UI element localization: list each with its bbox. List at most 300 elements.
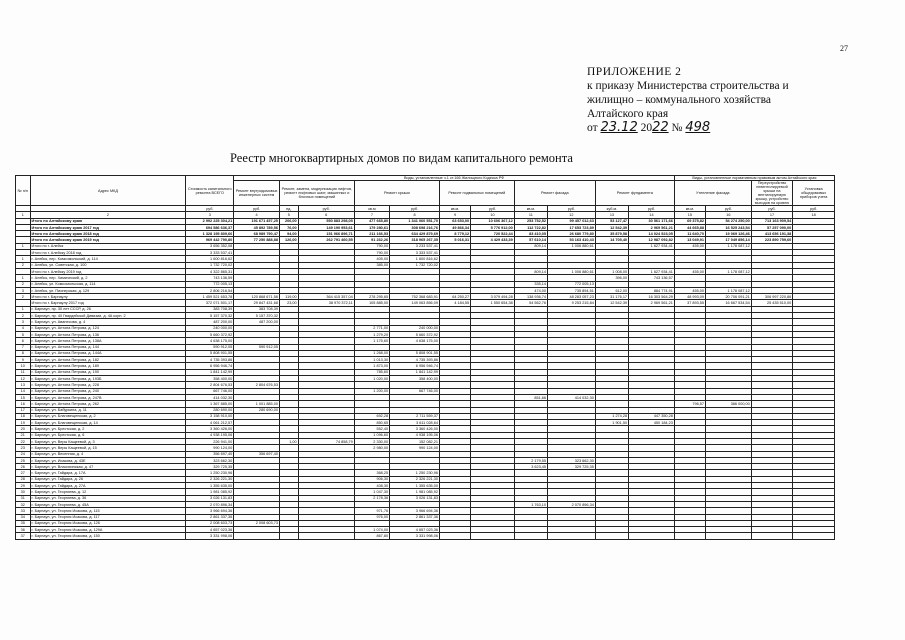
row-value: 372 071 501,17 — [186, 300, 234, 306]
row-value: 278 295,65 — [354, 294, 389, 300]
unit-cell: руб. — [390, 206, 440, 212]
row-address: г. Барнаул, пр. 30 лет СССР, д. 26 — [30, 306, 186, 312]
row-address: г. Барнаул, ул. Брестская, д. 6 — [30, 432, 186, 438]
row-number: 18 — [16, 413, 31, 419]
row-value: 20 706 091,21 — [706, 294, 752, 300]
column-number-cell: 6 — [298, 212, 354, 218]
row-value: 335,14 — [514, 281, 547, 287]
row-value: 5 660 372,92 — [390, 331, 440, 337]
row-value: 976,00 — [354, 514, 389, 520]
row-value: 1 732 720,02 — [186, 262, 234, 268]
row-address: г. Барнаул, ул. Благовещенская, д. 14 — [30, 420, 186, 426]
row-value — [439, 533, 470, 539]
row-value: 2 861 337,36 — [390, 514, 440, 520]
unit-cell: кв.м. — [674, 206, 705, 212]
row-value: 356 697,40 — [234, 451, 280, 457]
row-value: 35 879,58 — [595, 231, 628, 237]
row-value: 1 001 885,00 — [234, 401, 280, 407]
row-value: 1 200,00 — [354, 388, 389, 394]
row-value: 37 893,55 — [674, 300, 705, 306]
row-value: 1 873,00 — [354, 363, 389, 369]
row-address: г. Алейск, ул. Советская, д. 100 — [30, 262, 186, 268]
row-address: г. Барнаул, ул. Веры Кащеевой, д. 3 — [30, 438, 186, 444]
row-value: 318 965 267,35 — [390, 237, 440, 243]
row-number: 9 — [16, 357, 31, 363]
row-value: 94,00 — [279, 231, 298, 237]
row-value: 867,80 — [354, 533, 389, 539]
row-number: 3 — [16, 287, 31, 293]
row-value: 23,00 — [279, 300, 298, 306]
row-value: 2 711 559,37 — [390, 413, 440, 419]
row-address: г. Барнаул, ул. Веры Кащеевой, д. 15 — [30, 445, 186, 451]
row-number: 1 — [16, 275, 31, 281]
row-value: 1 328 195 809,66 — [186, 231, 234, 237]
row-number: 20 — [16, 426, 31, 432]
row-number: 7 — [16, 344, 31, 350]
row-value: 2 008 603,73 — [186, 520, 234, 526]
row-value: 2 969 561,21 — [629, 224, 675, 230]
row-value: 149 190 953,61 — [298, 224, 354, 230]
column-number-cell: 11 — [514, 212, 547, 218]
row-value: 3 360 426,00 — [390, 426, 440, 432]
column-number-cell: 1 — [16, 212, 31, 218]
row-value: 713 163 909,54 — [751, 218, 793, 224]
row-value: 3 360 426,00 — [186, 426, 234, 432]
row-value: 3 331 998,06 — [390, 533, 440, 539]
row-value: 809,14 — [514, 268, 547, 274]
row-number: 30 — [16, 489, 31, 495]
row-address: г. Барнаул, ул. Антона Петрова, д. 136 — [30, 331, 186, 337]
row-value: 356 697,40 — [186, 451, 234, 457]
row-value: 743 136,59 — [186, 275, 234, 281]
row-value: 5 016,31 — [439, 237, 470, 243]
row-value: 2 806 216,54 — [186, 287, 234, 293]
row-value: 990 124,00 — [390, 445, 440, 451]
column-number-cell: 3 — [186, 212, 234, 218]
header-facade: Ремонт фасада — [514, 181, 595, 206]
row-address: Итого по г. Алейску 2018 год — [30, 250, 186, 256]
row-address: г. Барнаул, ул. Антона Петрова, д. 228 — [30, 382, 186, 388]
row-address: г. Барнаул, ул. Гайдара, д. 26 — [30, 476, 186, 482]
unit-cell: куб.м. — [595, 206, 628, 212]
row-value: 694 586 636,37 — [186, 224, 234, 230]
row-value: 414 032,30 — [548, 394, 596, 400]
row-value: 851,66 — [514, 394, 547, 400]
appendix-line-2: к приказу Министерства строительства и — [587, 80, 789, 92]
row-value: 99 457 012,63 — [548, 218, 596, 224]
row-value: 1 268,00 — [354, 350, 389, 356]
row-value — [471, 533, 515, 539]
row-value: 29 847 431,68 — [234, 300, 280, 306]
header-flat-roof: Переустройство невентилируемой крыши на вентилируемую крышу, устройство выходов на кровлю — [751, 181, 793, 206]
header-cost: Стоимость капитального ремонта ВСЕГО — [186, 176, 234, 206]
row-value: 692,28 — [354, 413, 389, 419]
header-no: № п/п — [16, 176, 31, 206]
row-number: 29 — [16, 483, 31, 489]
number-label: № — [671, 122, 683, 134]
row-number: 2 — [16, 262, 31, 268]
row-value: 2 969 561,21 — [629, 300, 675, 306]
row-value: 1 841 142,99 — [390, 369, 440, 375]
row-value: 31 176,17 — [595, 294, 628, 300]
row-value: 4 657 023,36 — [186, 527, 234, 533]
row-value: 38 970 372,11 — [298, 300, 354, 306]
row-value: 1 355 635,00 — [390, 483, 440, 489]
row-value: 790,00 — [354, 250, 389, 256]
row-value: 119,00 — [279, 294, 298, 300]
row-number: 1 — [16, 243, 31, 249]
row-value: 1 250 230,96 — [390, 470, 440, 476]
row-value: 179 280,61 — [354, 224, 389, 230]
row-value: 69 375,82 — [674, 218, 705, 224]
row-value — [279, 533, 298, 539]
row-value: 323 662,30 — [186, 457, 234, 463]
row-value: 3 331 998,06 — [186, 533, 234, 539]
row-address: г. Барнаул, ул. Антона Петрова, д. 138А — [30, 338, 186, 344]
row-address: г. Барнаул, ул. Георгиева, д. 12 — [30, 489, 186, 495]
row-value: 971,76 — [354, 508, 389, 514]
row-number: 33 — [16, 508, 31, 514]
row-value: 1 459 521 653,78 — [186, 294, 234, 300]
row-number: 24 — [16, 451, 31, 457]
row-value: 3 079 494,28 — [471, 294, 515, 300]
row-value: 1 178 087,12 — [706, 268, 752, 274]
row-value: 76,00 — [279, 224, 298, 230]
row-value: 455,00 — [674, 287, 705, 293]
row-value: 1 627 934,41 — [629, 268, 675, 274]
row-address: г. Барнаул, ул. Антона Петрова, д. 144 — [30, 344, 186, 350]
header-basement: Ремонт подвальных помещений — [439, 181, 514, 206]
row-value: 1 355 635,00 — [186, 483, 234, 489]
row-value: 1 096,60 — [354, 432, 389, 438]
unit-cell: руб. — [186, 206, 234, 212]
row-value: 3 611 028,64 — [390, 420, 440, 426]
unit-cell: ед. — [279, 206, 298, 212]
row-value: 487 200,00 — [234, 319, 280, 325]
row-number: 11 — [16, 369, 31, 375]
row-number: 28 — [16, 476, 31, 482]
row-value: 455,00 — [674, 243, 705, 249]
row-address: г. Барнаул, ул. Антона Петрова, д. 189 — [30, 363, 186, 369]
row-number: 21 — [16, 432, 31, 438]
row-value: 14 024 523,05 — [629, 231, 675, 237]
row-value: 5 660 372,92 — [186, 331, 234, 337]
row-number: 37 — [16, 533, 31, 539]
row-value: 16 525 243,54 — [706, 224, 752, 230]
row-value: 884 774,91 — [629, 287, 675, 293]
row-number: 22 — [16, 438, 31, 444]
row-value: 3 656 352,08 — [186, 243, 234, 249]
header-group-extra: Виды, установленные нормативным правовым актом Алтайского края — [674, 176, 834, 181]
row-value: 223 890 759,60 — [751, 237, 793, 243]
row-value: 4 429 433,39 — [471, 237, 515, 243]
row-value: 3 026 131,83 — [186, 495, 234, 501]
row-address: г. Барнаул, ул. Антона Петрова, д. 182 — [30, 357, 186, 363]
row-value: 1 341 060 551,70 — [390, 218, 440, 224]
unit-cell: руб. — [548, 206, 596, 212]
row-value: 5 776 912,00 — [471, 224, 515, 230]
column-number-cell: 7 — [354, 212, 389, 218]
row-address: г. Барнаул, ул. Бабуркина, д. 11 — [30, 407, 186, 413]
row-value: 126,00 — [279, 237, 298, 243]
row-value: 1 981 085,92 — [390, 489, 440, 495]
registry-body — [16, 218, 835, 539]
column-number-cell: 13 — [595, 212, 628, 218]
row-value: 850,65 — [354, 420, 389, 426]
row-value: 1 901,50 — [595, 420, 628, 426]
row-number: 32 — [16, 501, 31, 507]
header-meters: Установка общедомовых приборов учета — [793, 181, 835, 206]
unit-cell: руб. — [793, 206, 835, 212]
unit-cell: руб. — [298, 206, 354, 212]
row-value: 969 442 790,80 — [186, 237, 234, 243]
row-value: 2 861 337,36 — [186, 514, 234, 520]
unit-cell: руб. — [751, 206, 793, 212]
row-value: 77 250 888,88 — [234, 237, 280, 243]
handwritten-number: 498 — [685, 120, 711, 135]
row-value — [629, 533, 675, 539]
row-value: 240 000,00 — [390, 325, 440, 331]
row-value — [751, 533, 793, 539]
row-address: г. Барнаул, ул. Антона Петрова, д. 144А — [30, 350, 186, 356]
row-value: 14 705,40 — [595, 237, 628, 243]
row-value: 4 938 195,06 — [186, 432, 234, 438]
row-value: 383 708,39 — [234, 306, 280, 312]
unit-cell: руб. — [471, 206, 515, 212]
column-number-cell: 10 — [471, 212, 515, 218]
row-value: 612,00 — [595, 287, 628, 293]
row-number: 26 — [16, 464, 31, 470]
row-value: 280 690,00 — [186, 407, 234, 413]
row-value: 4 061 212,57 — [186, 420, 234, 426]
row-value: 12 987 092,82 — [629, 237, 675, 243]
row-number: 25 — [16, 457, 31, 463]
row-value: 487 200,00 — [186, 319, 234, 325]
row-value: 1 600 816,62 — [390, 256, 440, 262]
row-value: 329 725,35 — [548, 464, 596, 470]
row-number: 4 — [16, 325, 31, 331]
row-address: г. Барнаул, ул. Гайдара, д. 17А — [30, 470, 186, 476]
row-number: 1 — [16, 306, 31, 312]
row-value: 48 283 057,23 — [548, 294, 596, 300]
row-number: 16 — [16, 401, 31, 407]
row-value — [706, 533, 752, 539]
column-number-cell: 2 — [30, 212, 186, 218]
row-address: г. Алейск, ул. Пионерская, д. 129 — [30, 287, 186, 293]
row-value: 120 868 671,58 — [234, 294, 280, 300]
row-address: г. Барнаул, ул. Антона Петрова, д. 240 — [30, 388, 186, 394]
row-number: 15 — [16, 394, 31, 400]
row-value: 990 124,00 — [186, 445, 234, 451]
row-value: 30 561 171,66 — [629, 218, 675, 224]
row-value: 5 157 370,32 — [186, 313, 234, 319]
row-value: 6 956 946,74 — [390, 363, 440, 369]
from-label: от — [587, 122, 598, 134]
row-value: 2 070 896,34 — [186, 501, 234, 507]
row-value: 45 892 789,56 — [234, 224, 280, 230]
row-value: 1,00 — [279, 438, 298, 444]
row-value: 1 006 880,61 — [548, 268, 596, 274]
handwritten-date: 23.12 — [600, 120, 638, 135]
row-value: 1 732 720,02 — [390, 262, 440, 268]
row-number: 6 — [16, 338, 31, 344]
document-title: Реестр многоквартирных домов по видам капитального ремонта — [230, 151, 573, 165]
column-number-cell: 12 — [548, 212, 596, 218]
row-value: 590 912,05 — [186, 344, 234, 350]
row-address: Итого по Алтайскому краю 2018 год — [30, 231, 186, 237]
row-number: 2 — [16, 294, 31, 300]
row-value: 323 662,30 — [548, 457, 596, 463]
row-number: 23 — [16, 445, 31, 451]
row-address: Итого по Алтайскому краю — [30, 218, 186, 224]
column-number-cell: 15 — [674, 212, 705, 218]
row-value: 1 175,60 — [354, 338, 389, 344]
row-value: 735 894,51 — [548, 287, 596, 293]
row-number: 2 — [16, 313, 31, 319]
row-value: 358 400,00 — [390, 376, 440, 382]
row-value — [793, 533, 835, 539]
appendix-line-3: жилищно – коммунального хозяйства — [587, 94, 771, 106]
row-value: 17 049 856,14 — [706, 237, 752, 243]
row-value: 44 665,88 — [674, 224, 705, 230]
row-address: г. Барнаул, ул. Георгия Исакова, д. 117 — [30, 514, 186, 520]
row-value: 240 000,00 — [186, 325, 234, 331]
row-value: 13 049,91 — [674, 237, 705, 243]
row-value: 1 279,20 — [354, 331, 389, 337]
row-value: 450 184,23 — [629, 420, 675, 426]
row-value: 408,30 — [354, 483, 389, 489]
row-value: 3 333 537,41 — [186, 250, 234, 256]
row-value: 2 804 676,53 — [186, 382, 234, 388]
row-address: г. Барнаул, ул. Антона Петрова, д. 247В — [30, 394, 186, 400]
row-value: 83 410,05 — [514, 231, 547, 237]
row-value: 53 127,47 — [595, 218, 628, 224]
appendix-title: ПРИЛОЖЕНИЕ 2 — [587, 66, 682, 78]
appendix-block — [587, 65, 887, 121]
row-address: г. Барнаул, ул. Антона Петрова, д. 190 — [30, 369, 186, 375]
row-value: 105 885,00 — [354, 300, 389, 306]
row-value: 2 178,36 — [354, 495, 389, 501]
column-number-cell: 5 — [279, 212, 298, 218]
table-row — [16, 533, 835, 539]
row-number: 8 — [16, 350, 31, 356]
row-value — [548, 533, 596, 539]
row-address: г. Барнаул, ул. Гайдара, д. 27А — [30, 483, 186, 489]
row-number: 5 — [16, 331, 31, 337]
row-address: Итого по Алтайскому краю 2019 год — [30, 237, 186, 243]
row-value: 5 808 901,55 — [186, 350, 234, 356]
row-value: 306 997 220,86 — [751, 294, 793, 300]
row-value: 54 274 250,00 — [706, 218, 752, 224]
appendix-line-4: Алтайского края — [587, 108, 669, 120]
row-value: 1 008,00 — [595, 268, 628, 274]
row-value: 26 680 779,80 — [548, 231, 596, 237]
row-value: 74 858,79 — [298, 438, 354, 444]
row-value: 1 047,30 — [354, 489, 389, 495]
row-address: г. Барнаул, ул. Георгия Исакова, д. 129А — [30, 527, 186, 533]
row-value: 385,00 — [354, 262, 389, 268]
row-value: 308 698 216,76 — [390, 224, 440, 230]
row-value: 474,00 — [514, 287, 547, 293]
header-address: Адрес МКД — [30, 176, 186, 206]
row-value: 2 330,00 — [354, 438, 389, 444]
row-value: 68 989 790,47 — [234, 231, 280, 237]
row-value — [674, 533, 705, 539]
row-value: 253 752,52 — [514, 218, 547, 224]
row-number: 31 — [16, 495, 31, 501]
column-number-cell: 4 — [234, 212, 280, 218]
row-value: 358 400,00 — [186, 376, 234, 382]
row-value — [298, 533, 354, 539]
unit-cell: кв.м. — [514, 206, 547, 212]
row-value: 667 746,00 — [390, 388, 440, 394]
row-value: 17 653 723,89 — [548, 224, 596, 230]
row-value: 57 257 090,00 — [751, 224, 793, 230]
row-value: 9 253 215,84 — [548, 300, 596, 306]
row-value: 4 638 175,00 — [186, 338, 234, 344]
row-value: 329 725,35 — [186, 464, 234, 470]
row-value: 12 542,39 — [595, 300, 628, 306]
row-address: Итого по г. Барнаулу — [30, 294, 186, 300]
row-number: 13 — [16, 382, 31, 388]
column-number-cell: 14 — [629, 212, 675, 218]
row-value: 720 522,44 — [471, 231, 515, 237]
row-value: 405,00 — [354, 256, 389, 262]
row-number: 2 — [16, 281, 31, 287]
row-value: 2 326 221,30 — [390, 476, 440, 482]
row-value: 4 657 023,36 — [390, 527, 440, 533]
row-value: 368,25 — [354, 470, 389, 476]
row-value: 785,60 — [354, 369, 389, 375]
row-value: 49 866,34 — [439, 224, 470, 230]
row-value — [595, 533, 628, 539]
row-value: 2 179,55 — [514, 457, 547, 463]
row-value: 19 069 126,46 — [706, 231, 752, 237]
column-number-cell: 9 — [439, 212, 470, 218]
row-value: 364 415 357,04 — [298, 294, 354, 300]
row-value: 447 350,28 — [629, 413, 675, 419]
row-value: 752 368 683,91 — [390, 294, 440, 300]
row-value: 138 936,74 — [514, 294, 547, 300]
row-value: 590 912,05 — [234, 344, 280, 350]
row-address: г. Барнаул, ул. Георгиева, д. 36 — [30, 495, 186, 501]
row-value: 5 808 901,55 — [390, 350, 440, 356]
row-value: 1 841 142,99 — [186, 369, 234, 375]
header-group-main: Виды, установленные ч.1 ст.166 Жилищного Кодекса РФ — [234, 176, 675, 181]
row-value: 4 184,55 — [439, 300, 470, 306]
column-number-cell: 18 — [793, 212, 835, 218]
unit-cell: руб. — [629, 206, 675, 212]
row-value: 280 690,00 — [234, 407, 280, 413]
header-systems: Ремонт внутридомовых инженерных систем — [234, 181, 280, 206]
row-value: 57 610,14 — [514, 237, 547, 243]
row-value — [234, 533, 280, 539]
row-value: 1 763,10 — [514, 501, 547, 507]
row-value: 48 993,09 — [674, 294, 705, 300]
row-value: 91 232,26 — [354, 237, 389, 243]
row-value: 149 063 856,09 — [390, 300, 440, 306]
row-number: 36 — [16, 527, 31, 533]
row-value: 211 166,53 — [354, 231, 389, 237]
row-value: 3 966 694,36 — [186, 508, 234, 514]
row-value: 2 771,00 — [354, 325, 389, 331]
row-value: 790,00 — [354, 243, 389, 249]
row-value: 383 708,39 — [186, 306, 234, 312]
row-number: 12 — [16, 376, 31, 382]
row-value: 64 250,27 — [439, 294, 470, 300]
registry-table — [15, 175, 835, 540]
row-address: г. Барнаул, ул. Антона Петрова, д. 124 — [30, 325, 186, 331]
